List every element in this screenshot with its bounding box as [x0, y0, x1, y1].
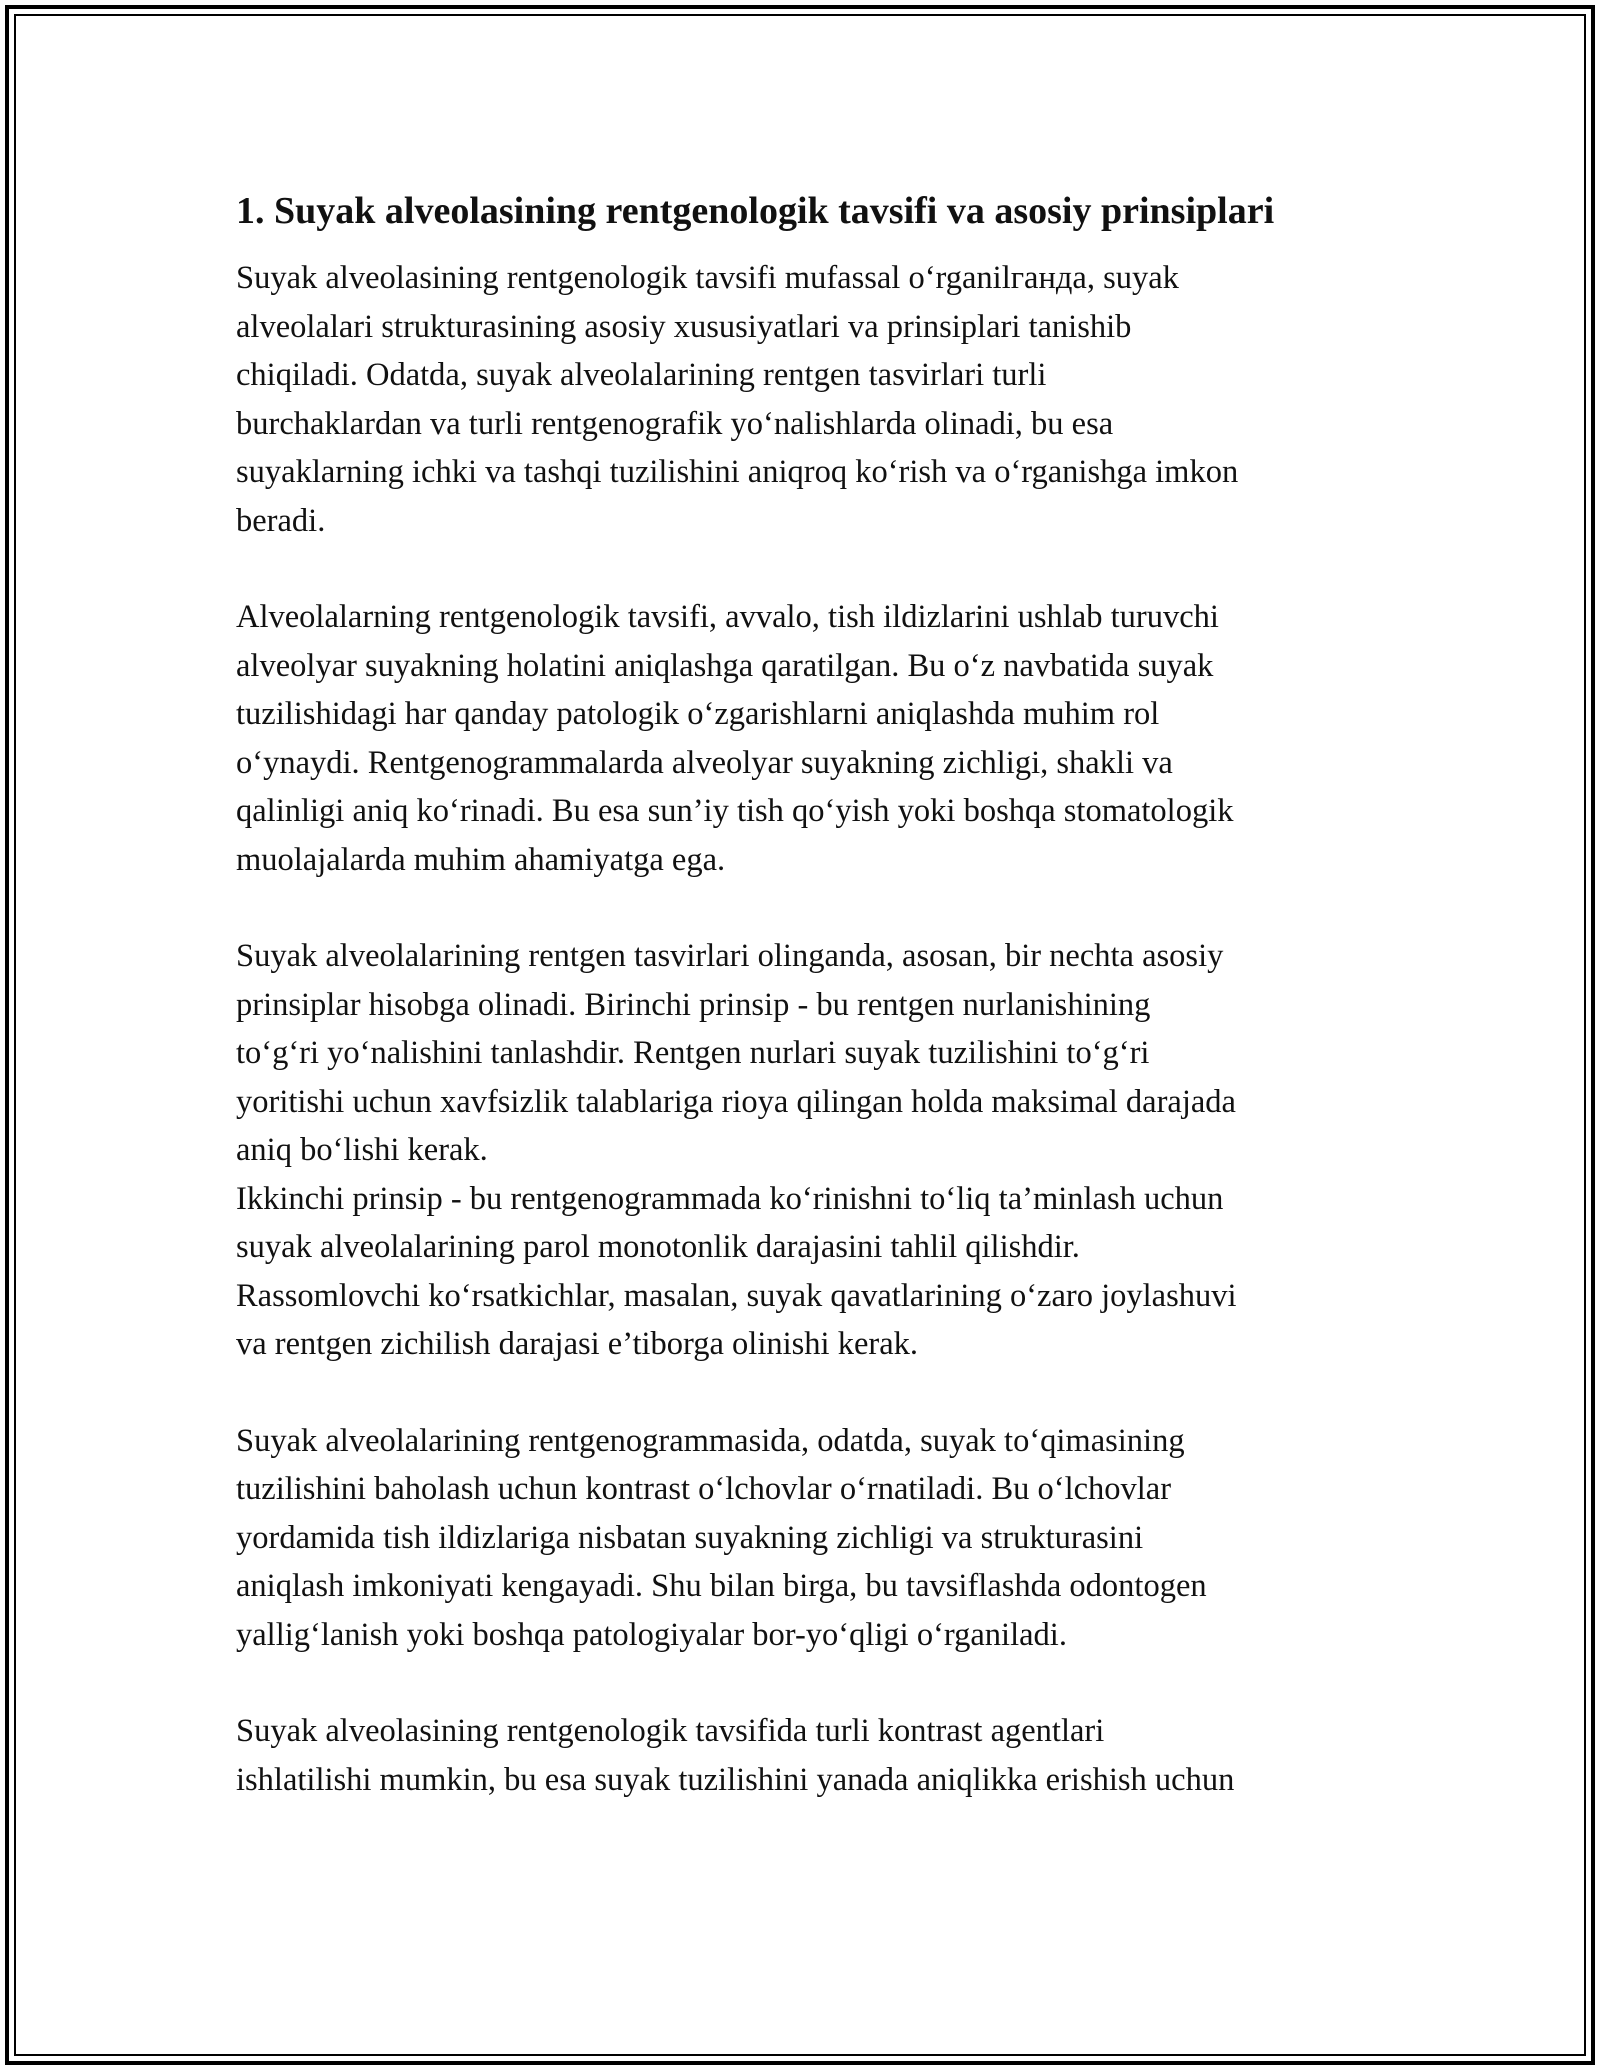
paragraph-1: Suyak alveolasining rentgenologik tavsifi mufassal o‘rganilганда, suyak alveolalari strukturasining asosiy xususiyatlari va prinsiplari tanishib chiqiladi. Odatda, suyak alveolalarining rentgen tasvirlari turli burchaklardan va turli rentgenografik yo‘nalishlarda olinadi, bu esa suyaklarning ichki va tashqi tuzilishini aniqroq ko‘rish va o‘rganishga imkon beradi. [236, 260, 1239, 539]
document-title: 1. Suyak alveolasining rentgenologik tavsifi va asosiy prinsiplari [236, 190, 1275, 232]
paragraph-2: Alveolalarning rentgenologik tavsifi, avvalo, tish ildizlarini ushlab turuvchi alveolyar suyakning holatini aniqlashga qaratilgan. Bu o‘z navbatida suyak tuzilishidagi har qanday patologik o‘zgarishlarni aniqlashda muhim rol o‘ynaydi. Rentgenogrammalarda alveolyar suyakning zichligi, shakli va qalinligi aniq ko‘rinadi. Bu esa sun’iy tish qo‘yish yoki boshqa stomatologik muolajalarda muhim ahamiyatga ega. [236, 599, 1234, 878]
paragraph-5: Suyak alveolasining rentgenologik tavsifida turli kontrast agentlari ishlatilishi mumkin, bu esa suyak tuzilishini yanada aniqlikka erishish uchun [236, 1713, 1235, 1798]
paragraph-3: Suyak alveolalarining rentgen tasvirlari olinganda, asosan, bir nechta asosiy prinsiplar hisobga olinadi. Birinchi prinsip - bu rentgen nurlanishining to‘g‘ri yo‘nalishini tanlashdir. Rentgen nurlari suyak tuzilishini to‘g‘ri yoritishi uchun xavfsizlik talablariga rioya qilingan holda maksimal darajada aniq bo‘lishi kerak. Ikkinchi prinsip - bu rentgenogrammada ko‘rinishni to‘liq ta’minlash uchun suyak alveolalarining parol monotonlik darajasini tahlil qilishdir. Rassomlovchi ko‘rsatkichlar, masalan, suyak qavatlarining o‘zaro joylashuvi va rentgen zichilish darajasi e’tiborga olinishi kerak. [236, 938, 1237, 1362]
paragraph-4: Suyak alveolalarining rentgenogrammasida, odatda, suyak to‘qimasining tuzilishini baholash uchun kontrast o‘lchovlar o‘rnatiladi. Bu o‘lchovlar yordamida tish ildizlariga nisbatan suyakning zichligi va strukturasini aniqlash imkoniyati kengayadi. Shu bilan birga, bu tavsiflashda odontogen yallig‘lanish yoki boshqa patologiyalar bor-yo‘qligi o‘rganiladi. [236, 1422, 1207, 1653]
document-body [236, 184, 1376, 1852]
